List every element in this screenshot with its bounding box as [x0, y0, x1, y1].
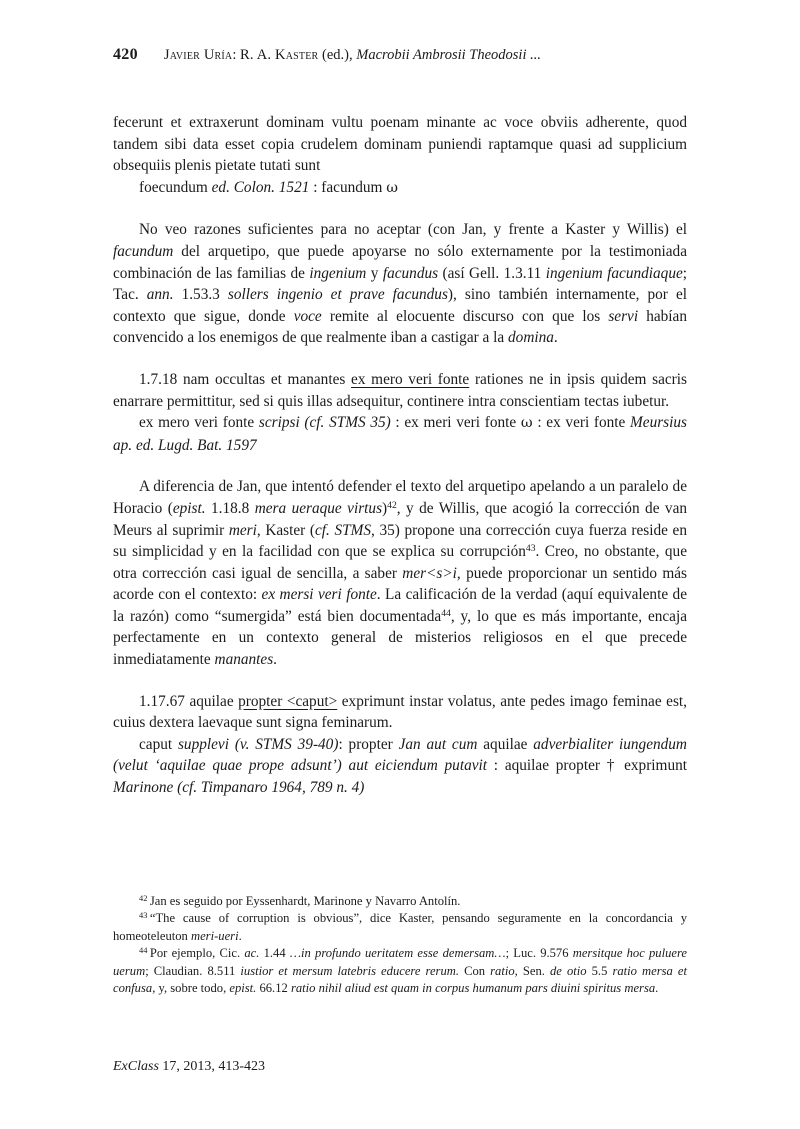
p2-italic-mera-ueraque: mera ueraque virtus — [254, 499, 383, 517]
footnote-44-seg7: 5.5 — [586, 963, 613, 978]
apparatus-2-scripsi: scripsi (cf. STMS 35) — [258, 414, 391, 432]
p1-seg2: del arquetipo, que puede apoyarse no sólo externamente por la testimoniada combinación de las familias de — [113, 242, 687, 282]
footnote-42 — [113, 893, 687, 910]
apparatus-3-seg4: : aquilae propter † exprimunt — [487, 757, 687, 775]
footnote-44 — [113, 945, 687, 997]
p1-italic-ann: ann. — [146, 286, 174, 304]
footnote-44-seg10: . — [655, 981, 659, 996]
running-head-work-title: Macrobii Ambrosii Theodosii ... — [356, 47, 541, 63]
running-head-author: Javier Uría — [163, 47, 233, 63]
p2-seg10: , y, lo que es más importante, encaja perfectamente en un contexto general de misterios religiosos en el que precede inmediatamente — [113, 607, 687, 669]
apparatus-2-siglum: ω — [520, 415, 533, 432]
quote-2-reference: 1.7.18 — [139, 370, 183, 388]
footnote-44-seg1: Por ejemplo, Cic. — [149, 946, 245, 961]
footnote-44-italic-de-otio: de otio — [550, 963, 587, 978]
footnote-area — [113, 893, 687, 997]
apparatus-3-supplevi: supplevi (v. STMS 39-40) — [177, 735, 339, 753]
p1-seg5: ; Tac. — [113, 264, 688, 304]
footnote-44-italic-ratio-mersa: ratio mersa et confusa — [113, 963, 687, 996]
p2-italic-ex-mersi-veri-fonte: ex mersi veri fonte — [261, 586, 377, 604]
body-text — [113, 112, 687, 799]
quotation-block-2 — [113, 369, 687, 412]
footnote-43-marker: 43 — [139, 911, 148, 921]
p1-italic-ingenium-facundiaque: ingenium facundiaque — [545, 264, 683, 282]
p2-italic-epist: epist. — [172, 499, 206, 517]
p2-seg6: , 35) propone una corrección cuya fuerza reside en su simplicidad y en la facilidad con que se explica su corrupción — [113, 521, 687, 561]
footnote-44-seg8: , y, sobre todo, — [152, 981, 230, 996]
footnote-44-seg6: , Sen. — [514, 963, 550, 978]
apparatus-2-seg1: ex mero veri fonte — [139, 414, 259, 432]
footnote-44-italic-mersitque: mersitque hoc puluere uerum — [113, 946, 687, 978]
p1-italic-servi: servi — [608, 307, 639, 325]
footnote-44-italic-iustior: iustior et mersum latebris educere rerum. — [240, 963, 459, 978]
apparatus-entry-3 — [113, 734, 687, 799]
paragraph-2 — [113, 476, 687, 670]
p2-seg8: , puede proporcionar un sentido más acorde con el contexto: — [113, 564, 687, 604]
footnote-44-italic-profundo: …in profundo ueritatem esse demersam… — [289, 946, 506, 961]
footnote-44-italic-ratio-nihil: ratio nihil aliud est quam in corpus humanum pars diuini spiritus mersa — [290, 981, 656, 996]
p2-seg1: A diferencia de Jan, que intentó defender el texto del arquetipo apelando a un paralelo de Horacio ( — [113, 478, 687, 517]
footnote-44-italic-ratio: ratio — [490, 963, 515, 978]
p1-seg1: No veo razones suficientes para no aceptar (con Jan, y frente a Kaster y Willis) el — [139, 221, 687, 239]
quote-2-seg1: nam occultas et manantes — [182, 370, 352, 388]
p2-seg2: 1.18.8 — [205, 499, 255, 517]
apparatus-1-source: ed. Colon. 1521 — [211, 178, 310, 196]
p2-seg11: . — [273, 651, 277, 669]
footnote-43 — [113, 910, 687, 945]
apparatus-3-adverbialiter: adverbialiter iungendum (velut ‘aquilae quae prope adsunt’) aut eiciendum putavit — [113, 735, 687, 775]
apparatus-2-seg2: : ex meri veri fonte — [390, 414, 521, 432]
p1-seg7: ), sino también internamente, por el contexto que sigue, donde — [113, 286, 687, 325]
quote-3-underlined-phrase: propter <caput> — [238, 692, 338, 710]
footer-citation: 17, 2013, 413-423 — [158, 1059, 266, 1074]
quote-2-underlined-phrase: ex mero veri fonte — [351, 370, 470, 388]
footnote-44-seg4: ; Claudian. 8.511 — [145, 963, 241, 978]
footnote-43-italic-meri-ueri: meri-ueri — [191, 928, 239, 943]
p1-seg4: (así Gell. 1.3.11 — [438, 264, 546, 282]
p1-italic-facundus: facundus — [382, 264, 439, 282]
apparatus-entry-1 — [113, 177, 687, 200]
footnote-ref-42[interactable]: 42 — [387, 499, 397, 511]
apparatus-3-seg2: : propter — [338, 735, 399, 753]
running-head — [113, 44, 687, 66]
quote-2-seg2: rationes ne in ipsis quidem sacris enarrare permittitur, sed si quis illas adsequitur, continere intra conscientiam tectas iubetur. — [113, 370, 687, 410]
p2-italic-manantes: manantes — [214, 651, 274, 669]
p2-seg9: . La calificación de la verdad (aquí equivalente de la razón) como “sumergida” está bien documentada — [113, 586, 687, 625]
p1-italic-domina: domina — [508, 329, 554, 347]
running-head-editor-role: (ed.), — [318, 47, 357, 63]
footer-journal-name: ExClass — [113, 1059, 159, 1074]
apparatus-3-jan-aut-cum: Jan aut cum — [398, 735, 478, 753]
quote-3-seg1: aquilae — [189, 692, 239, 710]
apparatus-3-seg1: caput — [139, 735, 178, 753]
quotation-block-3 — [113, 691, 687, 734]
footnote-44-italic-epist: epist. — [229, 981, 257, 996]
quote-3-reference: 1.17.67 — [139, 692, 190, 710]
apparatus-2-meursius: Meursius ap. ed. Lugd. Bat. 1597 — [113, 414, 687, 454]
p2-seg7: . Creo, no obstante, que otra corrección casi igual de sencilla, a saber — [113, 543, 687, 582]
p2-italic-mersi-conjecture: mer<s>i — [402, 564, 457, 582]
p1-italic-voce: voce — [293, 307, 322, 325]
p2-italic-cf-stms: cf. STMS — [314, 521, 372, 539]
p1-italic-ingenium: ingenium — [309, 264, 367, 282]
apparatus-1-siglum: ω — [386, 179, 399, 196]
apparatus-3-seg3: aquilae — [477, 735, 534, 753]
running-head-separator: : — [232, 47, 240, 63]
footnote-42-marker: 42 — [139, 893, 148, 903]
quote-3-seg2: exprimunt instar volatus, ante pedes imago feminae est, cuius dextera laevaque sunt signa feminarum. — [113, 692, 687, 732]
running-head-editor: R. A. Kaster — [240, 47, 319, 63]
footnote-43-seg2: . — [238, 928, 242, 943]
footnote-ref-44[interactable]: 44 — [441, 607, 451, 619]
p1-italic-facundum: facundum — [113, 242, 174, 260]
quotation-block-1 — [113, 112, 687, 177]
p2-seg4: , y de Willis, que acogió la corrección de van Meurs al suprimir — [113, 499, 688, 539]
apparatus-entry-2 — [113, 412, 687, 456]
p2-seg3: ) — [382, 499, 388, 517]
apparatus-1-lemma: foecundum — [139, 178, 212, 196]
p1-seg9: habían convencido a los enemigos de que realmente iban a castigar a la — [113, 307, 687, 347]
apparatus-1-separator: : facundum — [309, 178, 387, 196]
p2-italic-meri: meri — [228, 521, 257, 539]
p1-seg6: 1.53.3 — [173, 286, 228, 304]
p1-seg8: remite al elocuente discurso con que los — [321, 307, 609, 325]
footnote-44-seg2: 1.44 — [259, 946, 290, 961]
paragraph-1 — [113, 219, 687, 349]
p1-seg10: . — [553, 329, 558, 347]
footnote-ref-43[interactable]: 43 — [525, 543, 536, 555]
apparatus-3-marinone: Marinone (cf. Timpanaro 1964, 789 n. 4) — [113, 779, 365, 797]
p1-italic-sollers: sollers ingenio et prave facundus — [227, 286, 448, 304]
footnote-42-text: Jan es seguido por Eyssenhardt, Marinone y Navarro Antolín. — [149, 894, 461, 908]
apparatus-2-seg3: : ex veri fonte — [532, 414, 631, 432]
quote-1-text: fecerunt et extraxerunt dominam vultu poenam minante ac voce obviis adherente, quod tandem sibi data esset copia crudelem dominam puniendi raptamque quasi ad supplicium obsequiis plenis pietate tutati sunt — [113, 114, 687, 175]
page-number: 420 — [113, 46, 138, 63]
footnote-44-seg9: 66.12 — [256, 981, 291, 996]
p2-seg5: , Kaster ( — [256, 521, 315, 539]
footnote-44-marker: 44 — [139, 946, 148, 956]
p1-seg3: y — [366, 264, 383, 282]
footnote-44-italic-ac: ac. — [244, 946, 260, 961]
page-footer — [113, 1059, 265, 1075]
footnote-43-seg1: “The cause of corruption is obvious”, dice Kaster, pensando seguramente en la concordancia y homeoteleuton — [113, 911, 687, 943]
footnote-44-seg5: Con — [459, 963, 491, 978]
footnote-44-seg3: ; Luc. 9.576 — [505, 946, 573, 961]
